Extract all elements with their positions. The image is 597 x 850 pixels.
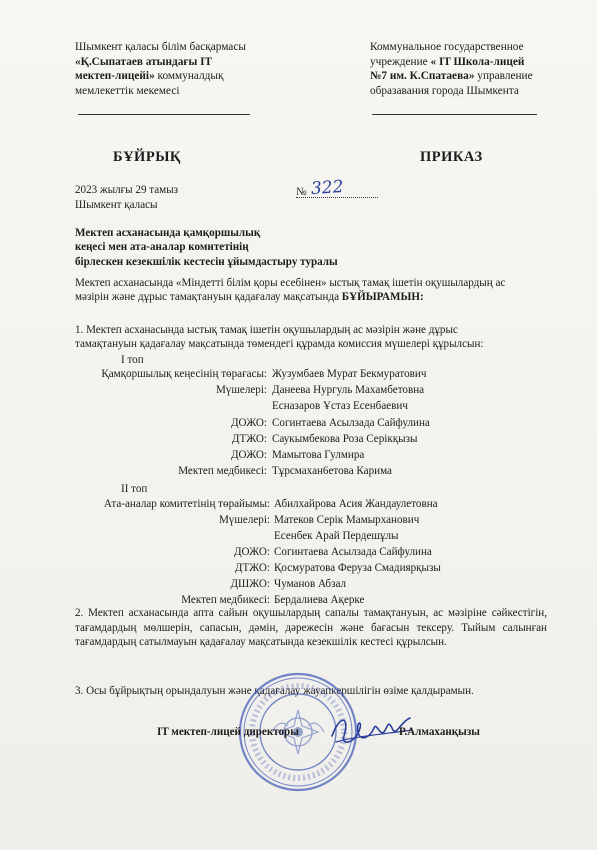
intro-paragraph [75,276,505,304]
director-title: IT мектеп-лицей директоры [157,726,299,738]
city-line: Шымкент қаласы [75,199,158,211]
committee-member-name: Мамытова Гулмира [272,449,365,461]
item-1-line-2: тамақтануын қадағалау мақсатында төмендегі құрамда комиссия мүшелері құрылсын: [75,338,484,351]
subject-line-2: кеңесі мен ата-аналар комитетінің [75,241,249,254]
committee-role-label: Ата-аналар комитетінің төрайымы: [103,498,270,510]
header-left-line-4: мемлекеттік мекемесі [75,84,180,97]
committee-role-label: Мектеп медбикесі: [178,465,267,478]
number-underline [296,197,378,198]
header-right [370,40,533,98]
title-kz: БҰЙРЫҚ [113,149,181,165]
header-right-line-3: №7 им. К.Спатаева» управление [370,70,533,83]
committee-role-label: ДОЖО: [233,546,270,558]
subject-line-3: бірлескен кезекшілік кестесін ұйымдастыру туралы [75,255,338,268]
committee-member-name: Бердалиева Ақерке [274,594,365,606]
committee-role-label: ДТЖО: [231,432,267,445]
committee-role-label: ДОЖО: [230,449,267,461]
header-right-line-1: Коммунальное государственное [370,41,524,53]
committee-member-name: Чуманов Абзал [274,578,347,590]
subject-line-1: Мектеп асханасында қамқоршылық [75,227,261,239]
group-1-title: І топ [121,354,144,366]
subject-block [75,226,338,269]
title-ru: ПРИКАЗ [420,149,483,165]
committee-role-label: ДШЖО: [230,578,270,590]
order-number-handwritten: 322 [310,176,345,200]
committee-role-label: Мүшелері: [218,514,270,526]
committee-member-name: Есенбек Арай Пердешұлы [274,530,399,542]
committee-role-label: ДТЖО: [234,562,270,574]
header-left [75,40,246,98]
date-line: 2023 жылғы 29 тамыз [75,184,179,196]
item-1 [75,323,547,351]
committee-member-name: Согинтаева Асылзада Сайфулина [274,546,432,558]
committee-member-name: Согинтаева Асылзада Сайфулина [272,416,430,429]
header-left-underline [78,114,250,115]
item-1-line-1: 1. Мектеп асханасында ыстық тамақ ішетін оқушылардың ас мәзірін және дұрыс [75,324,458,336]
header-right-underline [372,114,537,115]
item-2: 2. Мектеп асханасында апта сайын оқушылардың сапалы тамақтануын, ас мәзіріне сәйкестігін, тағамдардың мөлшерін, сапасын, дәмін, дәрежесін және бағасын тексеру. Тыйым салынған тағамдардың сатылмауын қадағалау мақсатында кезекшілік кестесі құрылсын. [75,607,547,648]
intro-line-1: Мектеп асханасында «Міндетті білім қоры есебінен» ыстық тамақ ішетін оқушылардың ас [75,277,506,289]
header-left-line-1: Шымкент қаласы білім басқармасы [75,41,246,53]
committee-member-name: Есназаров Ұстаз Есенбаевич [272,400,408,413]
committee-role-label: Мүшелері: [215,384,267,397]
header-right-line-2: учреждение « IT Школа-лицей [370,55,525,68]
committee-member-name: Қосмуратова Феруза Смадиярқызы [274,562,441,574]
committee-role-label: Қамқоршылық кеңесінің төрағасы: [101,368,267,380]
director-name: Р.Алмаханқызы [399,726,480,738]
committee-member-name: Саукымбекова Роза Серікқызы [272,432,418,445]
header-left-line-2: «Қ.Сыпатаев атындағы IT [75,55,213,68]
committee-member-name: Абилхайрова Асия Жандаулетовна [274,498,438,510]
committee-member-name: Тұрсмахан6етова Карима [272,465,392,478]
command-word: БҰЙЫРАМЫН: [341,291,424,304]
header-right-line-4: образавания города Шымкента [370,84,519,97]
header-left-line-3: мектеп-лицейі» коммуналдық [75,70,224,83]
committee-role-label: ДОЖО: [230,416,267,429]
committee-member-name: Матеков Серік Мамырханович [274,514,420,526]
committee-member-name: Данеева Нургуль Махамбетовна [272,384,425,397]
intro-line-2: мәзірін және дұрыс тамақтануын қадағалау мақсатында БҰЙЫРАМЫН: [75,291,424,304]
item-3: 3. Осы бұйрықтың орындалуын және қадағалау жауапкершілігін өзіме қалдырамын. [75,685,474,697]
number-prefix: № [296,186,307,198]
committee-role-label: Мектеп медбикесі: [181,594,270,606]
group-2-title: ІІ топ [121,483,148,495]
committee-member-name: Жузумбаев Мурат Бекмуратович [272,368,427,380]
